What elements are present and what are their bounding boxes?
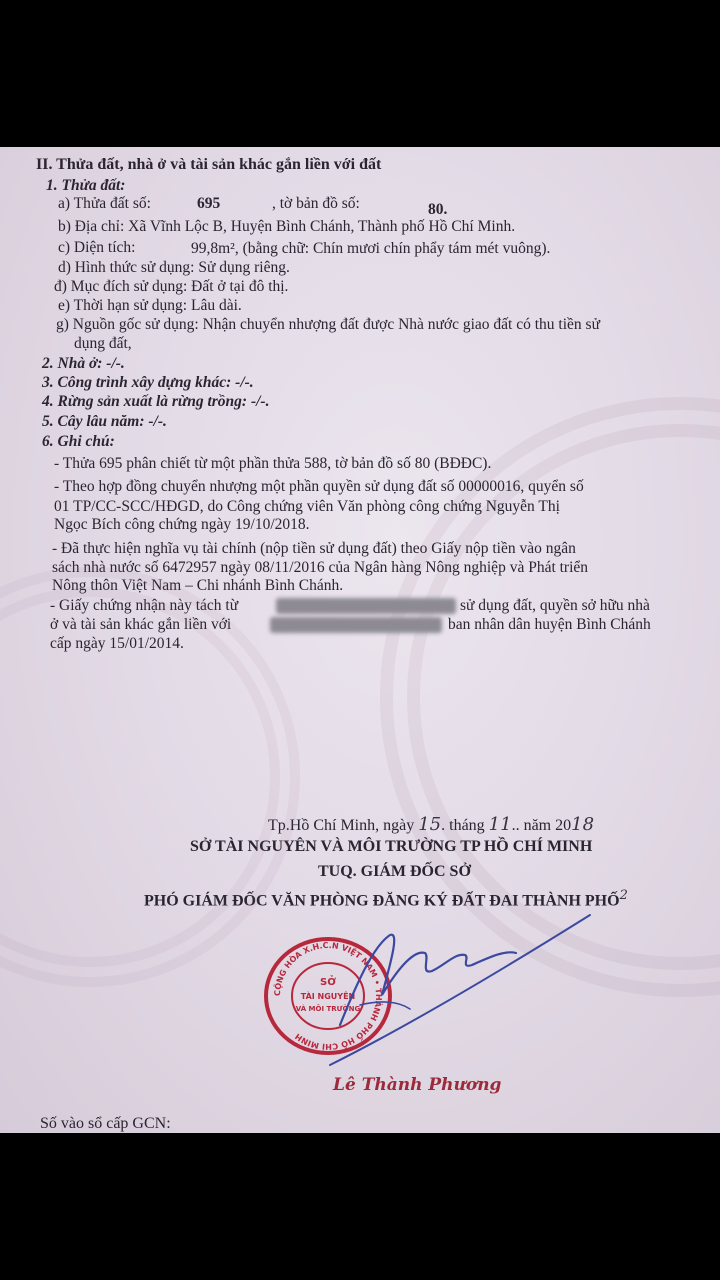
section-heading: II. Thửa đất, nhà ở và tài sản khác gắn liền với đất	[36, 156, 382, 173]
date-year: 18	[571, 814, 595, 835]
note-line-3: 01 TP/CC-SCC/HĐGD, do Công chứng viên Văn phòng công chứng Nguyễn Thị	[54, 498, 560, 515]
date-month: 11	[488, 814, 512, 835]
forest-line: 4. Rừng sản xuất là rừng trồng: -/-.	[42, 393, 270, 410]
note-line-2: - Theo hợp đồng chuyển nhượng một phần quyền sử dụng đất số 00000016, quyển số	[54, 478, 584, 495]
on-behalf-title: TUQ. GIÁM ĐỐC SỞ	[318, 863, 471, 880]
position-text: PHÓ GIÁM ĐỐC VĂN PHÒNG ĐĂNG KÝ ĐẤT ĐAI THÀNH PHỐ	[144, 892, 620, 910]
house-line: 2. Nhà ở: -/-.	[42, 355, 125, 372]
signer-name: Lê Thành Phương	[333, 1075, 502, 1095]
note-line-7: Nông thôn Việt Nam – Chi nhánh Bình Chánh.	[52, 577, 344, 594]
parcel-heading: 1. Thửa đất:	[46, 177, 126, 194]
usage-origin-line-2: dụng đất,	[74, 335, 132, 352]
note-line-9-start: ở và tài sản khác gắn liền với	[50, 616, 232, 633]
register-label: Số vào sổ cấp GCN:	[40, 1115, 171, 1132]
note-line-10: cấp ngày 15/01/2014.	[50, 635, 184, 652]
note-line-8-end: sử dụng đất, quyền sở hữu nhà	[460, 597, 650, 614]
note-line-5: - Đã thực hiện nghĩa vụ tài chính (nộp tiền sử dụng đất) theo Giấy nộp tiền vào ngân	[52, 540, 576, 557]
date-prefix: Tp.Hồ Chí Minh, ngày	[268, 817, 415, 834]
position-mark: 2	[619, 888, 628, 903]
notes-heading: 6. Ghi chú:	[42, 433, 115, 450]
seal-center-3: VÀ MÔI TRƯỜNG	[295, 1005, 361, 1013]
parcel-number: 695	[197, 195, 221, 212]
usage-origin-line: g) Nguồn gốc sử dụng: Nhận chuyển nhượng đất được Nhà nước giao đất có thu tiền sử	[56, 316, 600, 333]
handwritten-signature	[320, 905, 600, 1075]
seal-ring-text: CỘNG HÒA X.H.C.N VIỆT NAM • THÀNH PHỐ HỒ CHÍ MINH	[272, 940, 384, 1052]
map-sheet-label: , tờ bản đồ số:	[272, 195, 360, 212]
usage-purpose-line: đ) Mục đích sử dụng: Đất ở tại đô thị.	[54, 278, 289, 295]
usage-term-line: e) Thời hạn sử dụng: Lâu dài.	[58, 297, 242, 314]
usage-form-line: d) Hình thức sử dụng: Sử dụng riêng.	[58, 259, 290, 276]
seal-center-2: TÀI NGUYÊN	[300, 992, 356, 1001]
redacted-text	[276, 598, 456, 614]
construction-line: 3. Công trình xây dựng khác: -/-.	[42, 374, 254, 391]
note-line-8-start: - Giấy chứng nhận này tách từ	[50, 597, 239, 614]
date-month-label: tháng	[449, 817, 485, 834]
note-line-6: sách nhà nước số 6472957 ngày 08/11/2016 của Ngân hàng Nông nghiệp và Phát triển	[52, 559, 589, 576]
note-line-1: - Thửa 695 phân chiết từ một phần thửa 588, tờ bản đồ số 80 (BĐĐC).	[54, 455, 492, 472]
area-value: 99,8m², (bằng chữ: Chín mươi chín phẩy tám mét vuông).	[191, 240, 551, 257]
redacted-text	[270, 617, 442, 633]
note-line-4: Ngọc Bích công chứng ngày 19/10/2018.	[54, 516, 310, 533]
date-line: Tp.Hồ Chí Minh, ngày 15. tháng 11.. năm 2018	[268, 814, 595, 835]
authority-title: SỞ TÀI NGUYÊN VÀ MÔI TRƯỜNG TP HỒ CHÍ MINH	[190, 838, 593, 855]
area-label: c) Diện tích:	[58, 239, 136, 256]
trees-line: 5. Cây lâu năm: -/-.	[42, 413, 167, 430]
parcel-number-label: a) Thửa đất số:	[58, 195, 151, 212]
date-day: 15	[418, 814, 442, 835]
seal-center-1: SỞ	[320, 977, 336, 988]
note-line-9-end: ban nhân dân huyện Bình Chánh	[448, 616, 651, 633]
map-sheet-number: 80.	[428, 201, 448, 218]
address-line: b) Địa chỉ: Xã Vĩnh Lộc B, Huyện Bình Chánh, Thành phố Hồ Chí Minh.	[58, 218, 516, 235]
date-year-label: năm 20	[523, 817, 572, 834]
